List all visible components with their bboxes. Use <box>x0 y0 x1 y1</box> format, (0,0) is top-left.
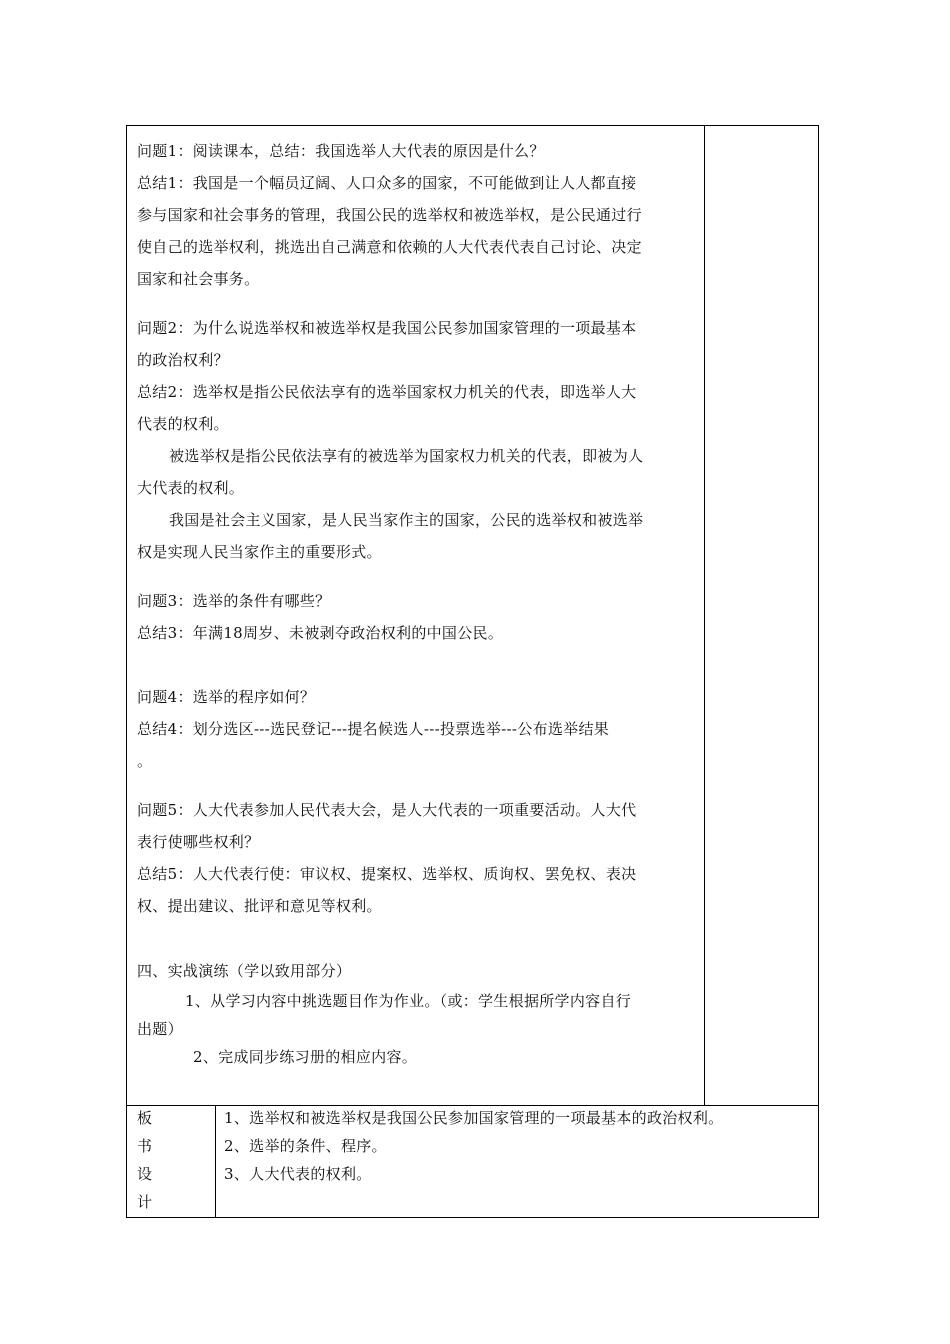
practice-item-2: 2、完成同步练习册的相应内容。 <box>193 1048 418 1066</box>
question-4: 问题4：选举的程序如何？ <box>137 688 316 706</box>
summary-3: 总结3：年满18周岁、未被剥夺政治权利的中国公民。 <box>137 624 504 642</box>
practice-item-1-line-1: 1、从学习内容中挑选题目作为作业。（或：学生根据所学内容自行 <box>185 992 632 1010</box>
board-label-char: 书 <box>137 1137 153 1155</box>
summary-4-line-2: 。 <box>137 752 153 770</box>
summary-5-line-1: 总结5：人大代表行使：审议权、提案权、选举权、质询权、罢免权、表决 <box>137 865 637 883</box>
summary-1-line-4: 国家和社会事务。 <box>137 270 260 288</box>
summary-1-line-2: 参与国家和社会事务的管理，我国公民的选举权和被选举权，是公民通过行 <box>137 206 642 224</box>
board-label-char: 板 <box>137 1109 153 1127</box>
board-item-2: 2、选举的条件、程序。 <box>224 1137 387 1155</box>
summary-2-line-6: 权是实现人民当家作主的重要形式。 <box>137 543 382 561</box>
question-1: 问题1：阅读课本，总结：我国选举人大代表的原因是什么？ <box>137 142 545 160</box>
board-label-char: 设 <box>137 1165 153 1183</box>
question-5-line-1: 问题5：人大代表参加人民代表大会，是人大代表的一项重要活动。人大代 <box>137 801 637 819</box>
summary-5-line-2: 权、提出建议、批评和意见等权利。 <box>137 897 382 915</box>
summary-2-line-4: 大代表的权利。 <box>137 479 245 497</box>
board-label-char: 计 <box>137 1193 153 1211</box>
board-item-3: 3、人大代表的权利。 <box>224 1165 372 1183</box>
question-5-line-2: 表行使哪些权利？ <box>137 833 260 851</box>
summary-1-line-3: 使自己的选举权利，挑选出自己满意和依赖的人大代表代表自己讨论、决定 <box>137 238 642 256</box>
practice-item-1-line-2: 出题） <box>137 1020 183 1038</box>
lesson-table <box>126 125 819 1218</box>
summary-2-line-2: 代表的权利。 <box>137 415 229 433</box>
practice-heading: 四、实战演练（学以致用部分） <box>137 962 352 980</box>
summary-2-line-1: 总结2：选举权是指公民依法享有的选举国家权力机关的代表，即选举人大 <box>137 383 637 401</box>
side-cell <box>705 126 818 1105</box>
summary-2-line-3: 被选举权是指公民依法享有的被选举为国家权力机关的代表，即被为人 <box>169 447 644 465</box>
content-cell <box>127 126 705 1105</box>
summary-4-line-1: 总结4：划分选区---选民登记---提名候选人---投票选举---公布选举结果 <box>137 720 610 738</box>
board-item-1: 1、选举权和被选举权是我国公民参加国家管理的一项最基本的政治权利。 <box>224 1109 724 1127</box>
question-2-line-1: 问题2：为什么说选举权和被选举权是我国公民参加国家管理的一项最基本 <box>137 319 637 337</box>
question-2-line-2: 的政治权利？ <box>137 351 229 369</box>
board-design-content <box>216 1106 818 1217</box>
summary-2-line-5: 我国是社会主义国家，是人民当家作主的国家，公民的选举权和被选举 <box>169 511 644 529</box>
question-3: 问题3：选举的条件有哪些？ <box>137 592 331 610</box>
board-design-label <box>127 1106 216 1217</box>
summary-1-line-1: 总结1：我国是一个幅员辽阔、人口众多的国家，不可能做到让人人都直接 <box>137 174 637 192</box>
